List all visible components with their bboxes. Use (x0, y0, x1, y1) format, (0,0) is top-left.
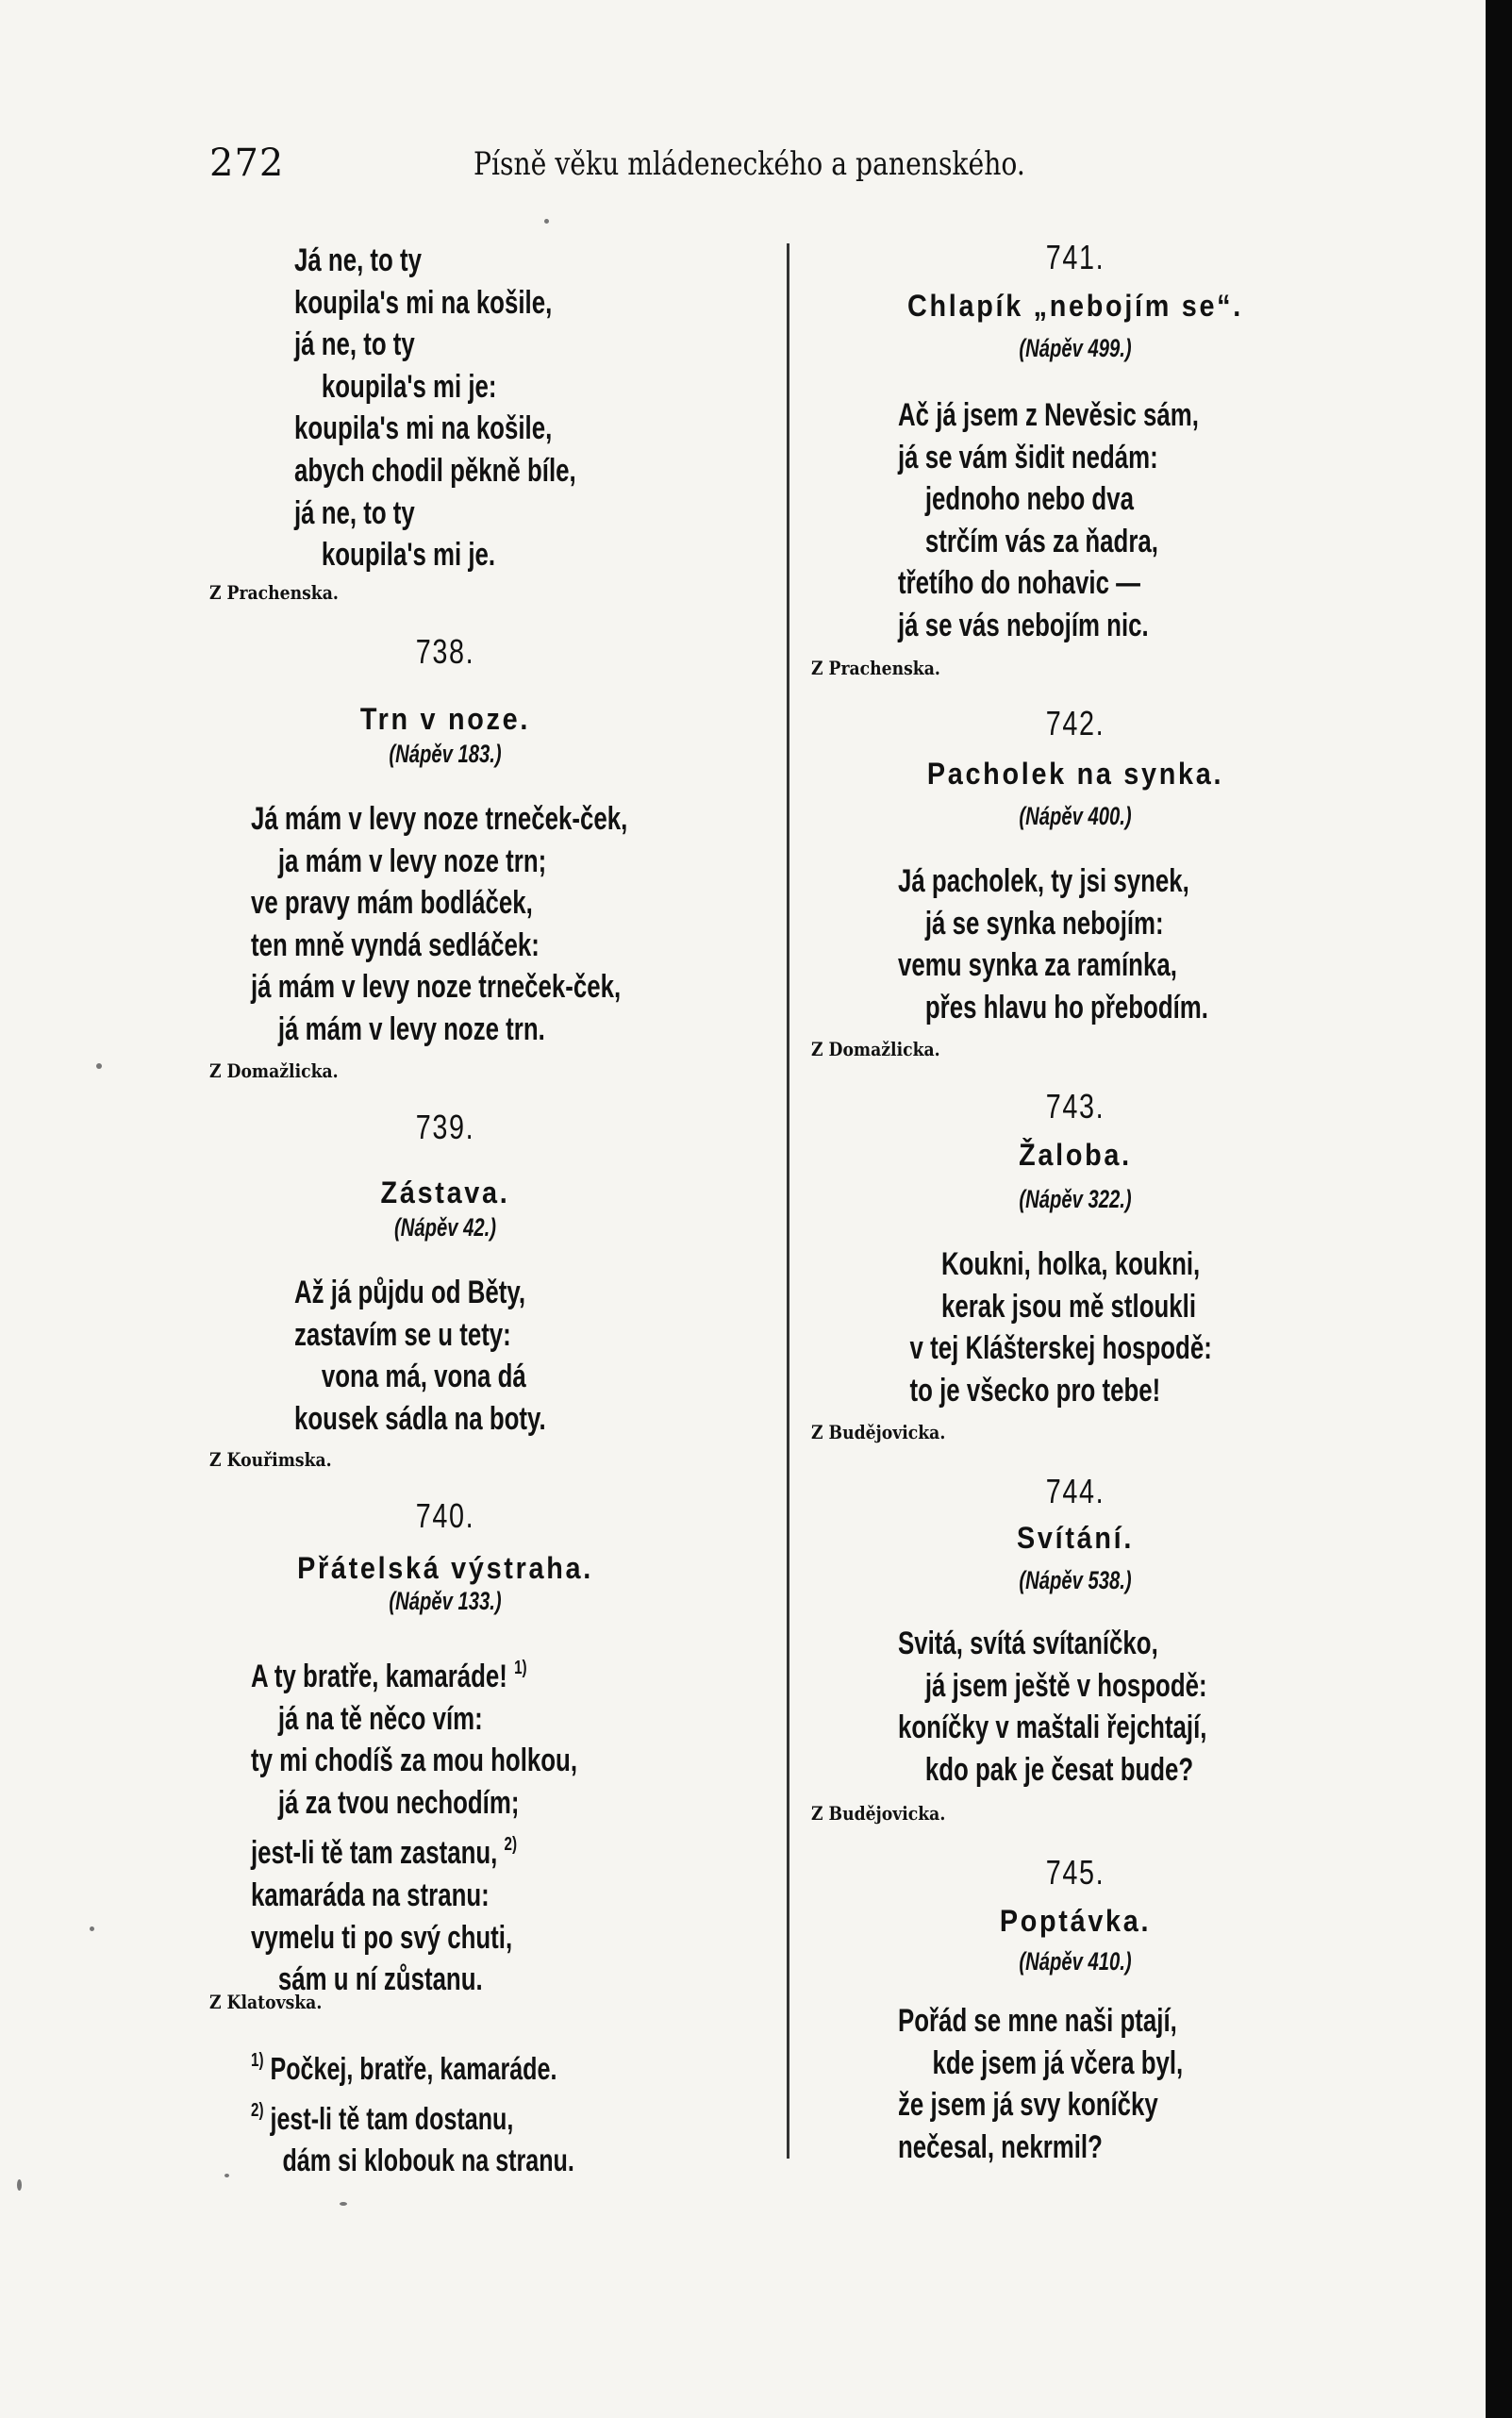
footnote-mark: 1) (251, 2050, 264, 2071)
verse-line: já za tvou nechodím; (277, 1784, 520, 1821)
verse-line: koníčky v maštali řejchtají, (898, 1709, 1207, 1746)
song-742-title: Pacholek na synka. (926, 757, 1224, 791)
song-740-melody-ref: (Nápěv 133.) (389, 1587, 502, 1615)
scan-speck (90, 1926, 94, 1931)
verse-line: koupila's mi na košile, (294, 284, 553, 321)
verse-line: vymelu ti po svý chuti, (251, 1919, 513, 1956)
song-740-source: Z Klatovska. (209, 1991, 323, 2013)
scan-speck (17, 2179, 22, 2191)
song-745-melody-ref: (Nápěv 410.) (1019, 1947, 1132, 1976)
verse-line: Já ne, to ty (294, 242, 422, 278)
scan-speck (544, 219, 549, 224)
song-741-title: Chlapík „nebojím se“. (907, 289, 1243, 323)
verse-line: kerak jsou mě stloukli (941, 1288, 1197, 1325)
song-742-verse (898, 860, 1208, 1028)
verse-line: jednoho nebo dva (924, 481, 1134, 518)
song-744-number: 744. (1045, 1472, 1105, 1510)
song-740-number: 740. (415, 1496, 475, 1535)
verse-line: já se vás nebojím nic. (898, 607, 1149, 643)
verse-line: já mám v levy noze trneček-ček, (251, 969, 622, 1006)
song-738-melody-ref: (Nápěv 183.) (389, 740, 502, 768)
song-738-title: Trn v noze. (359, 702, 531, 736)
verse-line: vemu synka za ramínka, (898, 947, 1177, 984)
song-742-source: Z Domažlicka. (811, 1038, 940, 1060)
song-741-number: 741. (1045, 238, 1105, 276)
verse-line: Ač já jsem z Nevěsic sám, (898, 397, 1199, 433)
verse-line: sám u ní zůstanu. (277, 1961, 483, 1998)
song-737-source: Z Prachenska. (209, 581, 339, 604)
verse-line: Koukni, holka, koukni, (941, 1246, 1201, 1282)
verse-text: A ty bratře, kamaráde! (251, 1659, 507, 1694)
verse-line: zastavím se u tety: (294, 1316, 511, 1353)
verse-line: Pořád se mne naši ptají, (898, 2003, 1177, 2039)
song-741-melody-ref: (Nápěv 499.) (1019, 334, 1132, 362)
verse-line: ten mně vyndá sedláček: (251, 926, 540, 963)
song-744-source: Z Budějovicka. (811, 1802, 946, 1825)
song-737-verse (294, 240, 576, 576)
song-740-verse (251, 1647, 577, 2001)
verse-line: strčím vás za ňadra, (924, 523, 1158, 559)
song-743-source: Z Budějovicka. (811, 1421, 946, 1443)
footnotes (251, 2040, 574, 2181)
verse-line: kde jsem já včera byl, (932, 2044, 1184, 2081)
scan-speck (340, 2202, 347, 2206)
verse-line: koupila's mi je. (321, 537, 496, 574)
verse-line: v tej Klášterskej hospodě: (909, 1330, 1212, 1367)
verse-line: koupila's mi na košile, (294, 410, 553, 447)
verse-line: já na tě něco vím: (277, 1700, 483, 1737)
song-744-title: Svítání. (1016, 1521, 1135, 1555)
footnote (251, 2090, 574, 2140)
verse-line: nečesal, nekrmil? (898, 2128, 1103, 2165)
song-739-verse (294, 1272, 546, 1440)
song-743-melody-ref: (Nápěv 322.) (1019, 1185, 1132, 1213)
song-741-verse (898, 394, 1199, 647)
scan-edge (1486, 0, 1512, 2418)
verse-line: já ne, to ty (294, 326, 415, 363)
song-741-source: Z Prachenska. (811, 657, 940, 679)
song-743-title: Žaloba. (1019, 1138, 1132, 1172)
song-742-number: 742. (1045, 704, 1105, 742)
scan-speck (224, 2174, 229, 2177)
footnote-mark: 1) (514, 1658, 527, 1678)
song-739-source: Z Kouřimska. (209, 1448, 332, 1471)
verse-line: přes hlavu ho přebodím. (924, 989, 1208, 1026)
verse-text: jest-li tě tam zastanu, (251, 1835, 498, 1872)
song-745-title: Poptávka. (999, 1904, 1152, 1938)
page-number: 272 (209, 142, 285, 185)
footnote (251, 2140, 574, 2181)
verse-line: já mám v levy noze trn. (277, 1010, 545, 1047)
verse-line: Svitá, svítá svítaníčko, (898, 1626, 1158, 1661)
footnote-mark: 2) (504, 1834, 518, 1856)
footnote-text: Počkej, bratře, kamaráde. (270, 2051, 557, 2086)
song-744-verse (898, 1623, 1207, 1791)
song-738-source: Z Domažlicka. (209, 1059, 339, 1082)
verse-line: vona má, vona dá (321, 1359, 526, 1395)
verse-line: abych chodil pěkně bíle, (294, 452, 576, 489)
verse-line: Já mám v levy noze trneček-ček, (251, 801, 628, 837)
song-739-title: Zástava. (380, 1176, 510, 1209)
verse-line: ty mi chodíš za mou holkou, (251, 1743, 578, 1779)
verse-line: to je všecko pro tebe! (909, 1372, 1161, 1409)
verse-line: kdo pak je česat bude? (924, 1751, 1194, 1788)
song-739-melody-ref: (Nápěv 42.) (393, 1213, 497, 1242)
song-743-verse (909, 1243, 1212, 1411)
verse-line: že jsem já svy koníčky (898, 2087, 1158, 2124)
song-740-title: Přátelská výstraha. (297, 1551, 593, 1585)
song-738-verse (251, 798, 627, 1051)
verse-line (251, 1647, 577, 1698)
running-head: Písně věku mládeneckého a panenského. (474, 145, 1025, 183)
verse-line: kousek sádla na boty. (294, 1400, 546, 1437)
verse-line: já ne, to ty (294, 494, 415, 531)
verse-line: já jsem ještě v hospodě: (924, 1667, 1207, 1704)
verse-line: já se vám šidit nedám: (898, 439, 1158, 475)
verse-line: Až já půjdu od Běty, (294, 1275, 526, 1310)
song-743-number: 743. (1045, 1087, 1105, 1126)
footnote (251, 2040, 574, 2090)
song-742-melody-ref: (Nápěv 400.) (1019, 802, 1132, 830)
verse-line: ve pravy mám bodláček, (251, 885, 533, 922)
song-744-melody-ref: (Nápěv 538.) (1019, 1566, 1132, 1594)
column-divider (787, 243, 789, 2159)
song-738-number: 738. (415, 632, 475, 671)
footnote-text: dám si klobouk na stranu. (282, 2143, 574, 2177)
verse-line: třetího do nohavic — (898, 565, 1140, 602)
scan-speck (96, 1063, 102, 1069)
verse-line: ja mám v levy noze trn; (277, 842, 547, 879)
song-739-number: 739. (415, 1108, 475, 1146)
verse-line: já se synka nebojím: (924, 905, 1164, 942)
song-745-number: 745. (1045, 1853, 1105, 1892)
verse-line: kamaráda na stranu: (251, 1876, 490, 1913)
verse-line: koupila's mi je: (321, 368, 497, 405)
verse-line (251, 1824, 577, 1875)
footnote-mark: 2) (251, 2100, 264, 2121)
song-745-verse (898, 2000, 1183, 2168)
footnote-text: jest-li tě tam dostanu, (270, 2101, 514, 2136)
page-header (209, 142, 1153, 198)
verse-line: Já pacholek, ty jsi synek, (898, 863, 1189, 899)
